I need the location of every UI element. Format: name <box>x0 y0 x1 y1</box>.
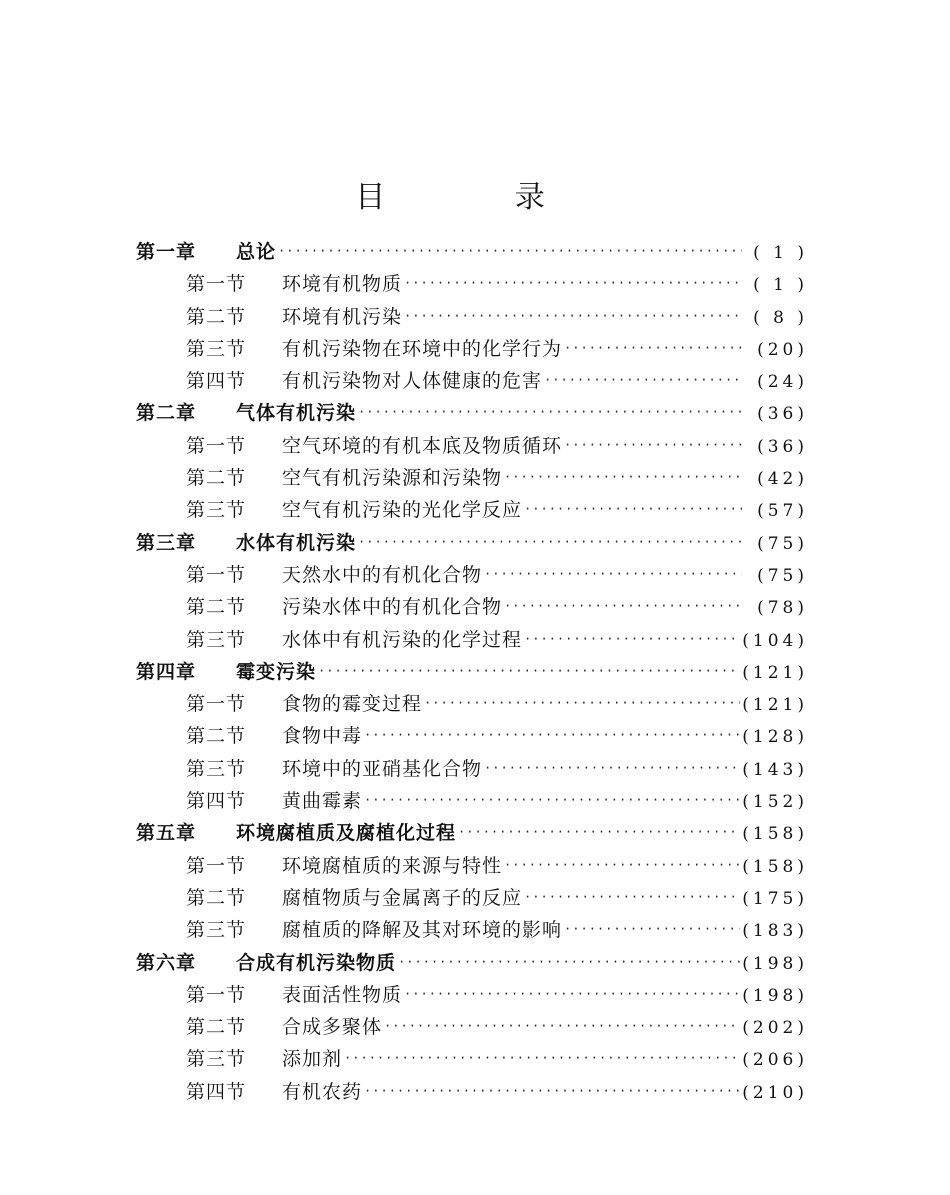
entry-title: 空气环境的有机本底及物质循环 <box>282 434 563 457</box>
toc-section-entry <box>136 850 808 882</box>
entry-number: 第一章 <box>136 241 197 263</box>
dot-leader <box>524 881 740 913</box>
toc-section-entry <box>136 268 808 300</box>
entry-number: 第三节 <box>186 1048 247 1071</box>
page-title: 目 录 <box>355 180 605 215</box>
dot-leader <box>564 332 742 364</box>
toc-section-entry <box>136 882 808 914</box>
entry-number: 第二节 <box>186 467 247 490</box>
entry-title: 有机农药 <box>282 1080 363 1103</box>
entry-number: 第五章 <box>136 822 197 845</box>
entry-number: 第一节 <box>186 983 247 1006</box>
toc-section-entry <box>136 1011 808 1043</box>
toc-section-entry <box>136 1076 808 1108</box>
toc-chapter-entry <box>136 236 808 268</box>
dot-leader <box>504 849 740 881</box>
entry-page: ( 1 ) <box>753 243 808 263</box>
dot-leader <box>524 493 742 525</box>
entry-title: 腐植质的降解及其对环境的影响 <box>282 919 563 942</box>
toc-section-entry <box>136 624 808 656</box>
entry-title: 环境腐植质及腐植化过程 <box>236 822 457 845</box>
toc-section-entry <box>136 494 808 526</box>
dot-leader <box>358 396 742 428</box>
entry-page: (75) <box>757 565 808 586</box>
dot-leader <box>524 623 740 655</box>
entry-page: (206) <box>742 1050 808 1071</box>
entry-number: 第三节 <box>186 919 247 942</box>
entry-number: 第三节 <box>186 757 247 780</box>
toc-section-entry <box>136 462 808 494</box>
entry-title: 有机污染物对人体健康的危害 <box>282 370 543 393</box>
toc-section-entry <box>136 430 808 462</box>
entry-page: (198) <box>742 953 808 974</box>
entry-page: (158) <box>742 856 808 877</box>
entry-number: 第一节 <box>186 273 247 296</box>
dot-leader <box>544 364 742 396</box>
entry-title: 水体有机污染 <box>236 531 357 554</box>
dot-leader <box>404 267 742 299</box>
dot-leader <box>398 946 740 978</box>
dot-leader <box>364 719 740 751</box>
entry-title: 总论 <box>236 241 277 263</box>
toc-chapter-entry <box>136 947 808 979</box>
entry-number: 第三节 <box>186 337 247 360</box>
entry-number: 第一节 <box>186 693 247 716</box>
entry-number: 第二节 <box>186 886 247 909</box>
entry-title: 合成多聚体 <box>282 1016 383 1039</box>
entry-title: 污染水体中的有机化合物 <box>282 596 503 619</box>
dot-leader <box>564 913 740 945</box>
entry-title: 水体中有机污染的化学过程 <box>282 628 523 651</box>
entry-page: (78) <box>757 598 808 619</box>
entry-title: 黄曲霉素 <box>282 790 363 813</box>
entry-page: (121) <box>742 695 808 716</box>
dot-leader <box>278 235 742 267</box>
entry-number: 第四节 <box>186 1080 247 1103</box>
dot-leader <box>358 526 742 558</box>
entry-title: 合成有机污染物质 <box>236 951 397 974</box>
entry-page: (24) <box>757 372 808 393</box>
dot-leader <box>404 978 740 1010</box>
toc-section-entry <box>136 720 808 752</box>
entry-page: (36) <box>757 436 808 457</box>
dot-leader <box>458 816 740 848</box>
toc-section-entry <box>136 914 808 946</box>
entry-title: 环境腐植质的来源与特性 <box>282 854 503 877</box>
dot-leader <box>318 655 740 687</box>
entry-number: 第一节 <box>186 563 247 586</box>
dot-leader <box>564 429 742 461</box>
entry-number: 第二节 <box>186 1016 247 1039</box>
entry-page: (20) <box>757 339 808 360</box>
dot-leader <box>364 1075 740 1107</box>
dot-leader <box>364 784 740 816</box>
toc-chapter-entry <box>136 656 808 688</box>
toc-section-entry <box>136 979 808 1011</box>
entry-page: ( 8 ) <box>753 307 808 328</box>
entry-page: (183) <box>742 921 808 942</box>
entry-page: (57) <box>757 501 808 522</box>
entry-number: 第二节 <box>186 596 247 619</box>
toc-section-entry <box>136 688 808 720</box>
dot-leader <box>484 752 740 784</box>
table-of-contents <box>136 236 808 1108</box>
toc-section-entry <box>136 559 808 591</box>
entry-title: 食物的霉变过程 <box>282 693 423 716</box>
entry-page: (75) <box>757 533 808 554</box>
dot-leader <box>504 590 742 622</box>
entry-number: 第三章 <box>136 531 197 554</box>
entry-page: (158) <box>742 824 808 845</box>
entry-number: 第一节 <box>186 854 247 877</box>
entry-title: 表面活性物质 <box>282 983 403 1006</box>
toc-section-entry <box>136 365 808 397</box>
entry-page: (202) <box>742 1018 808 1039</box>
toc-section-entry <box>136 333 808 365</box>
entry-page: (143) <box>742 759 808 780</box>
entry-number: 第四节 <box>186 370 247 393</box>
dot-leader <box>384 1010 740 1042</box>
entry-title: 添加剂 <box>282 1048 343 1071</box>
entry-title: 空气有机污染的光化学反应 <box>282 499 523 522</box>
entry-page: (175) <box>742 888 808 909</box>
entry-number: 第四章 <box>136 660 197 683</box>
entry-page: (42) <box>757 469 808 490</box>
entry-page: (36) <box>757 404 808 425</box>
dot-leader <box>484 558 742 590</box>
entry-title: 霉变污染 <box>236 660 317 683</box>
entry-number: 第四节 <box>186 790 247 813</box>
entry-page: ( 1 ) <box>753 275 808 296</box>
entry-title: 气体有机污染 <box>236 402 357 425</box>
entry-title: 空气有机污染源和污染物 <box>282 467 503 490</box>
entry-title: 环境中的亚硝基化合物 <box>282 757 483 780</box>
entry-page: (198) <box>742 985 808 1006</box>
entry-number: 第二节 <box>186 725 247 748</box>
dot-leader <box>344 1042 740 1074</box>
entry-page: (152) <box>742 792 808 813</box>
toc-chapter-entry <box>136 527 808 559</box>
entry-number: 第二节 <box>186 305 247 328</box>
entry-page: (121) <box>742 662 808 683</box>
entry-number: 第三节 <box>186 628 247 651</box>
entry-page: (128) <box>742 727 808 748</box>
entry-title: 天然水中的有机化合物 <box>282 563 483 586</box>
entry-title: 腐植物质与金属离子的反应 <box>282 886 523 909</box>
dot-leader <box>404 300 742 332</box>
entry-title: 环境有机物质 <box>282 273 403 296</box>
toc-chapter-entry <box>136 817 808 849</box>
toc-chapter-entry <box>136 397 808 429</box>
entry-number: 第六章 <box>136 951 197 974</box>
toc-section-entry <box>136 785 808 817</box>
entry-title: 环境有机污染 <box>282 305 403 328</box>
dot-leader <box>424 687 740 719</box>
dot-leader <box>504 461 742 493</box>
entry-title: 食物中毒 <box>282 725 363 748</box>
entry-number: 第二章 <box>136 402 197 425</box>
toc-section-entry <box>136 1043 808 1075</box>
toc-section-entry <box>136 301 808 333</box>
entry-number: 第三节 <box>186 499 247 522</box>
entry-number: 第一节 <box>186 434 247 457</box>
entry-title: 有机污染物在环境中的化学行为 <box>282 337 563 360</box>
entry-page: (104) <box>742 630 808 651</box>
entry-page: (210) <box>742 1082 808 1103</box>
toc-section-entry <box>136 753 808 785</box>
toc-section-entry <box>136 591 808 623</box>
